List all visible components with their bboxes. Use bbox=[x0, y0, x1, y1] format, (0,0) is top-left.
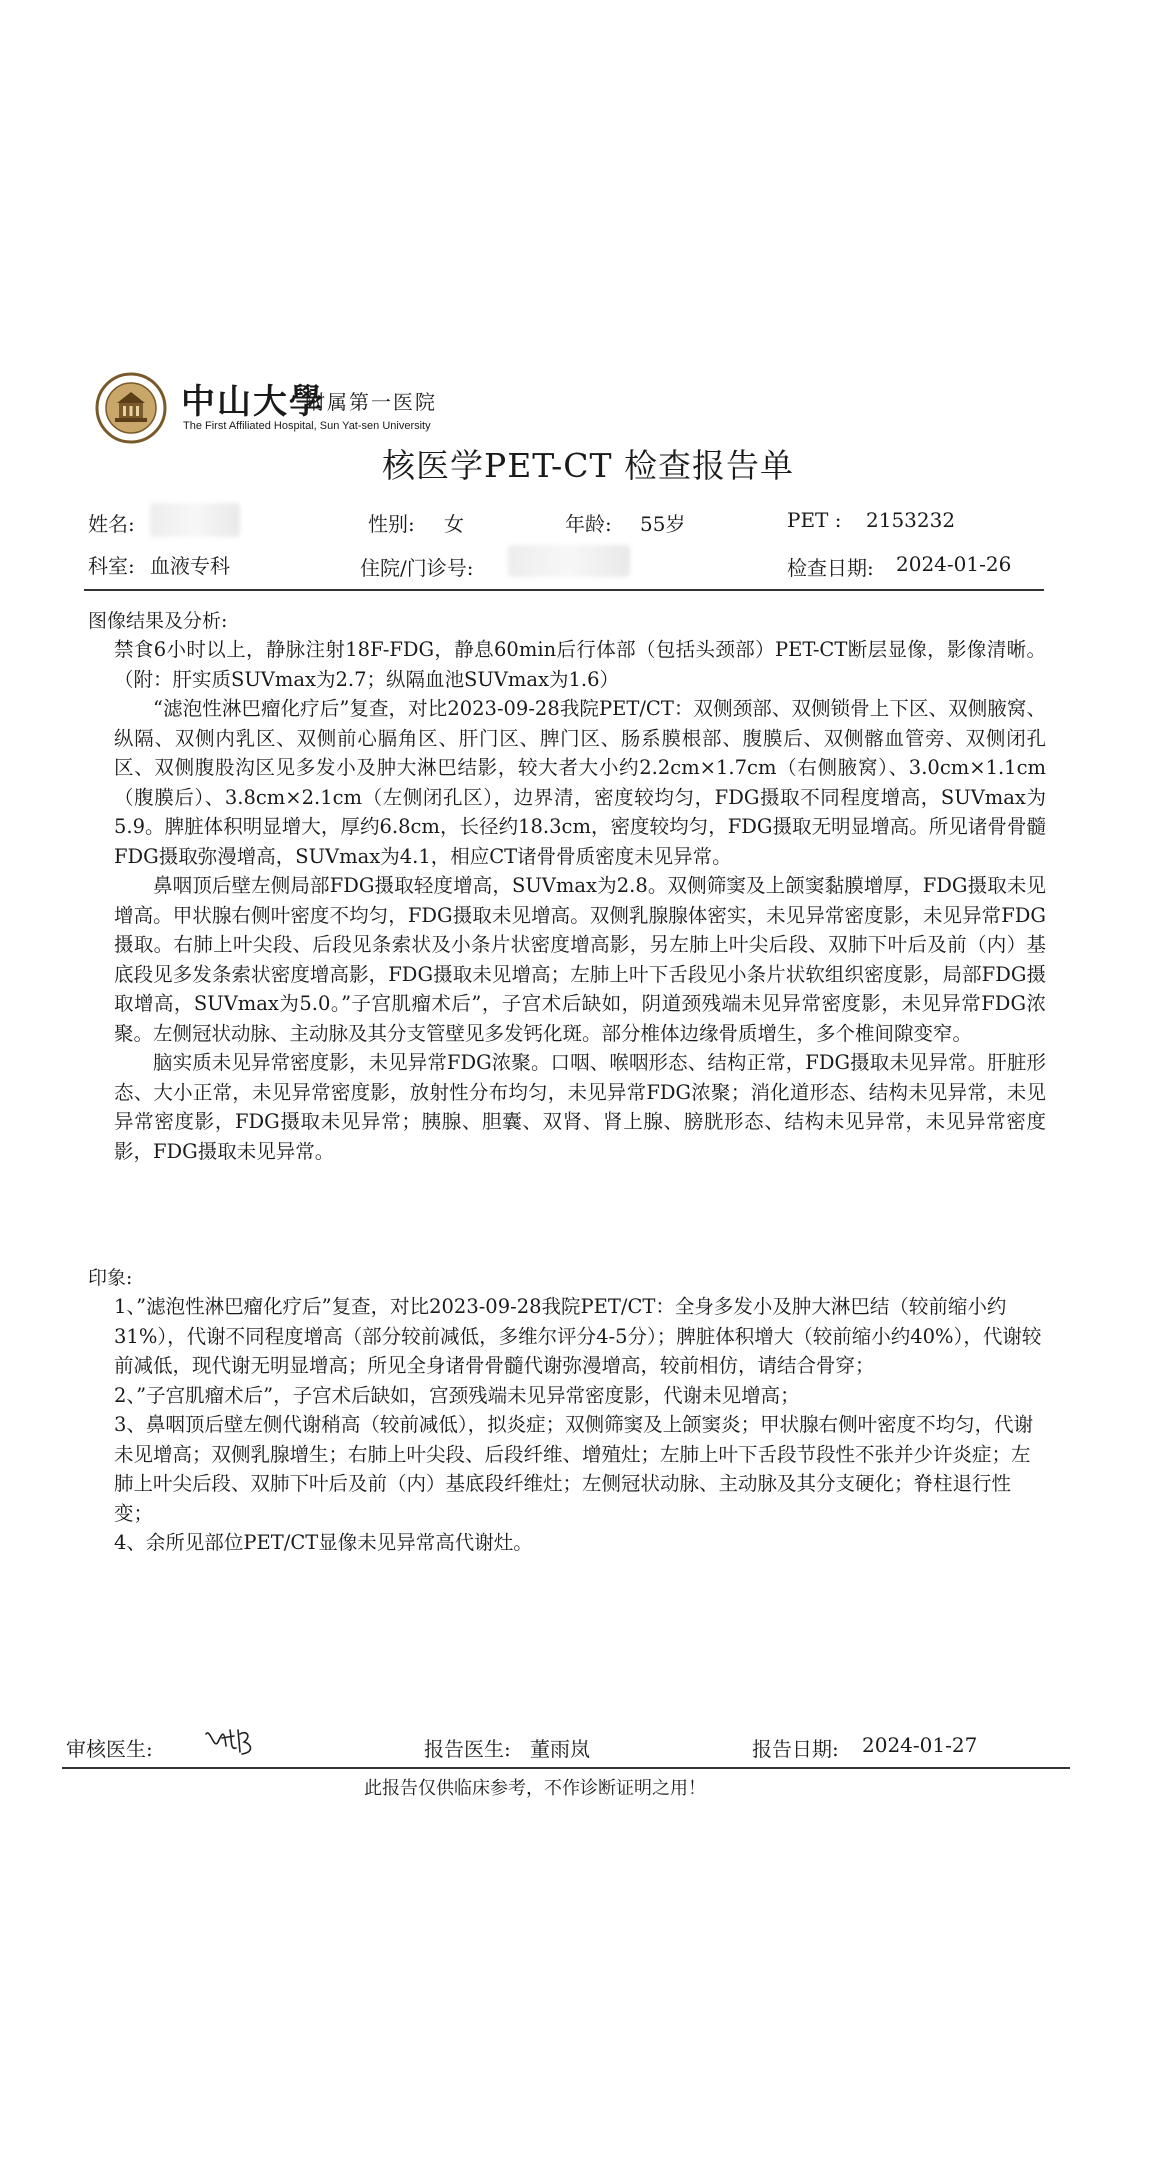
hospital-name-en: The First Affiliated Hospital, Sun Yat-sen University bbox=[183, 420, 431, 432]
report-title: 核医学PET-CT 检查报告单 bbox=[382, 446, 794, 485]
findings-title: 图像结果及分析: bbox=[88, 610, 228, 632]
dept-value: 血液专科 bbox=[150, 554, 230, 578]
impression-body bbox=[114, 1292, 1046, 1558]
impression-title: 印象: bbox=[88, 1267, 133, 1289]
age-value: 55岁 bbox=[640, 512, 686, 536]
exam-date-label: 检查日期: bbox=[787, 556, 874, 580]
university-seal-icon bbox=[95, 372, 167, 444]
findings-body bbox=[114, 635, 1046, 1166]
gender-value: 女 bbox=[444, 512, 464, 536]
findings-paragraph: 鼻咽顶后壁左侧局部FDG摄取轻度增高，SUVmax为2.8。双侧筛窦及上颌窦黏膜增厚，FDG摄取未见增高。甲状腺右侧叶密度不均匀，FDG摄取未见增高。双侧乳腺腺体密实，未见异常密度影，未见异常FDG摄取。右肺上叶尖段、后段见条索状及小条片状密度增高影，另左肺上叶尖后段、双肺下叶后及前（内）基底段见多发条索状密度增高影，FDG摄取未见增高；左肺上叶下舌段见小条片状软组织密度影，局部FDG摄取增高，SUVmax为5.0。”子宫肌瘤术后”，子宫术后缺如，阴道颈残端未见异常密度影，未见异常FDG浓聚。左侧冠状动脉、主动脉及其分支管壁见多发钙化斑。部分椎体边缘骨质增生，多个椎间隙变窄。 bbox=[114, 874, 1046, 1045]
report-date-value: 2024-01-27 bbox=[862, 1733, 978, 1757]
inpatient-redacted bbox=[508, 545, 630, 577]
hospital-logo bbox=[95, 372, 495, 442]
name-redacted bbox=[150, 503, 240, 537]
impression-item: 3、鼻咽顶后壁左侧代谢稍高（较前减低），拟炎症；双侧筛窦及上颌窦炎；甲状腺右侧叶密度不均匀，代谢未见增高；双侧乳腺增生；右肺上叶尖段、后段纤维、增殖灶；左肺上叶下舌段节段性不张并少许炎症；左肺上叶尖后段、双肺下叶后及前（内）基底段纤维灶；左侧冠状动脉、主动脉及其分支硬化；脊柱退行性变； bbox=[114, 1413, 1034, 1525]
exam-date-value: 2024-01-26 bbox=[896, 552, 1012, 576]
findings-paragraph: 脑实质未见异常密度影，未见异常FDG浓聚。口咽、喉咽形态、结构正常，FDG摄取未见异常。肝脏形态、大小正常，未见异常密度影，放射性分布均匀，未见异常FDG浓聚；消化道形态、结构未见异常，未见异常密度影，FDG摄取未见异常；胰腺、胆囊、双肾、肾上腺、膀胱形态、结构未见异常，未见异常密度影，FDG摄取未见异常。 bbox=[114, 1051, 1046, 1163]
findings-paragraph: 禁食6小时以上，静脉注射18F-FDG，静息60min后行体部（包括头颈部）PET-CT断层显像，影像清晰。（附：肝实质SUVmax为2.7；纵隔血池SUVmax为1.6） bbox=[114, 638, 1046, 691]
findings-paragraph: “滤泡性淋巴瘤化疗后”复查，对比2023-09-28我院PET/CT：双侧颈部、双侧锁骨上下区、双侧腋窝、纵隔、双侧内乳区、双侧前心膈角区、肝门区、脾门区、肠系膜根部、腹膜后、双侧髂血管旁、双侧闭孔区、双侧腹股沟区见多发小及肿大淋巴结影，较大者大小约2.2cm×1.7cm（右侧腋窝）、3.0cm×1.1cm（腹膜后）、3.8cm×2.1cm（左侧闭孔区），边界清，密度较均匀，FDG摄取不同程度增高，SUVmax为5.9。脾脏体积明显增大，厚约6.8cm，长径约18.3cm，密度较均匀，FDG摄取无明显增高。所见诸骨骨髓FDG摄取弥漫增高，SUVmax为4.1，相应CT诸骨骨质密度未见异常。 bbox=[114, 697, 1046, 868]
gender-label: 性别: bbox=[368, 512, 415, 536]
impression-item: 2、”子宫肌瘤术后”，子宫术后缺如，宫颈残端未见异常密度影，代谢未见增高； bbox=[114, 1383, 800, 1407]
report-date-label: 报告日期: bbox=[752, 1737, 839, 1761]
name-label: 姓名: bbox=[88, 512, 135, 536]
reporter-label: 报告医生: bbox=[424, 1737, 511, 1761]
footer-divider bbox=[62, 1767, 1070, 1769]
reviewer-label: 审核医生: bbox=[66, 1737, 153, 1761]
age-label: 年龄: bbox=[565, 512, 612, 536]
impression-item: 1、”滤泡性淋巴瘤化疗后”复查，对比2023-09-28我院PET/CT：全身多发小及肿大淋巴结（较前缩小约31%），代谢不同程度增高（部分较前减低，多维尔评分4-5分）；脾脏体积增大（较前缩小约40%），代谢较前减低，现代谢无明显增高；所见全身诸骨骨髓代谢弥漫增高，较前相仿，请结合骨穿； bbox=[114, 1295, 1042, 1377]
pet-number: 2153232 bbox=[866, 508, 956, 532]
header-divider bbox=[84, 589, 1044, 591]
reporter-name: 董雨岚 bbox=[530, 1737, 590, 1761]
university-name-cn: 中山大學 bbox=[181, 382, 325, 422]
dept-label: 科室: bbox=[88, 554, 135, 578]
pet-label: PET : bbox=[787, 508, 842, 532]
inpatient-label: 住院/门诊号: bbox=[360, 556, 474, 580]
hospital-name-cn: 附属第一医院 bbox=[305, 390, 437, 414]
impression-item: 4、余所见部位PET/CT显像未见异常高代谢灶。 bbox=[114, 1531, 533, 1554]
reviewer-signature-icon bbox=[200, 1720, 260, 1760]
disclaimer-text: 此报告仅供临床参考，不作诊断证明之用！ bbox=[364, 1778, 706, 1799]
